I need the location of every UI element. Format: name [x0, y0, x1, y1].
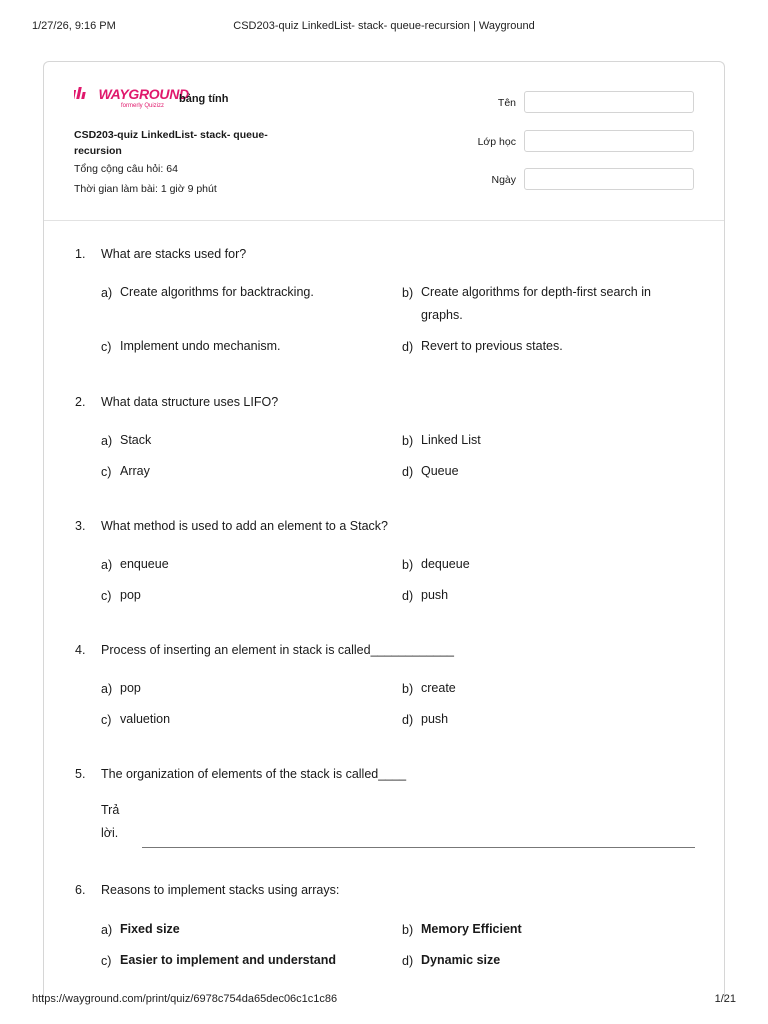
question-number: 3. [75, 519, 86, 533]
question-number: 6. [75, 883, 86, 897]
brand-name: WAYGROUND [98, 86, 189, 102]
date-label: Ngày [491, 174, 516, 186]
print-header [0, 0, 768, 44]
name-label: Tên [497, 97, 516, 109]
option-text: push [421, 712, 449, 726]
option-text: Create algorithms for depth-first search in graphs. [421, 285, 651, 322]
option-letter: d) [402, 465, 414, 479]
option-text: Queue [421, 464, 459, 478]
option-text: Implement undo mechanism. [120, 339, 281, 353]
option-letter: c) [101, 465, 112, 479]
quiz-title: CSD203-quiz LinkedList- stack- queue-recursion [74, 129, 268, 157]
option-text: Memory Efficient [421, 922, 522, 936]
worksheet-label: bảng tính [179, 93, 229, 105]
option-text: valuetion [120, 712, 171, 726]
option-letter: a) [101, 682, 113, 696]
class-label: Lớp học [477, 136, 516, 148]
option-letter: c) [101, 340, 112, 354]
option-letter: c) [101, 589, 112, 603]
option-text: Fixed size [120, 922, 180, 936]
option-letter: a) [101, 558, 113, 572]
option-text: enqueue [120, 557, 169, 571]
option-text: Easier to implement and understand [120, 953, 337, 967]
option-text: Revert to previous states. [421, 339, 563, 353]
option-text: create [421, 681, 456, 695]
worksheet-header [44, 62, 724, 221]
option-text: Dynamic size [421, 953, 501, 967]
question-text: What data structure uses LIFO? [101, 395, 279, 409]
print-page-title: CSD203-quiz LinkedList- stack- queue-recursion | Wayground [233, 20, 535, 32]
answer-label: Trả lời. [101, 803, 120, 840]
option-letter: b) [402, 434, 414, 448]
date-field[interactable] [524, 168, 694, 190]
question-number: 1. [75, 247, 86, 261]
question-number: 4. [75, 643, 86, 657]
name-field[interactable] [524, 91, 694, 113]
option-letter: b) [402, 923, 414, 937]
print-datetime: 1/27/26, 9:16 PM [32, 20, 116, 32]
option-letter: a) [101, 286, 113, 300]
option-letter: b) [402, 286, 414, 300]
option-text: Array [120, 464, 150, 478]
option-letter: b) [402, 682, 414, 696]
question-text: Reasons to implement stacks using arrays: [101, 883, 340, 897]
question-text: The organization of elements of the stack is called____ [101, 767, 407, 781]
worksheet-card [43, 61, 725, 1001]
option-letter: c) [101, 954, 112, 968]
option-letter: d) [402, 713, 414, 727]
option-letter: c) [101, 713, 112, 727]
total-questions: Tổng cộng câu hỏi: 64 [74, 163, 178, 175]
option-text: Linked List [421, 433, 481, 447]
option-text: pop [120, 681, 141, 695]
wayground-logo [74, 86, 189, 109]
option-text: pop [120, 588, 141, 602]
option-text: Create algorithms for backtracking. [120, 285, 314, 299]
option-text: push [421, 588, 449, 602]
print-url: https://wayground.com/print/quiz/6978c754da65dec06c1c1c86 [32, 993, 338, 1005]
question-text: What are stacks used for? [101, 247, 247, 261]
question-number: 5. [75, 767, 86, 781]
option-letter: d) [402, 340, 414, 354]
wayground-logo-icon [74, 86, 92, 105]
answer-line[interactable] [142, 847, 695, 848]
question-number: 2. [75, 395, 86, 409]
option-text: dequeue [421, 557, 470, 571]
option-letter: b) [402, 558, 414, 572]
option-letter: a) [101, 434, 113, 448]
class-field[interactable] [524, 130, 694, 152]
option-letter: d) [402, 954, 414, 968]
option-letter: d) [402, 589, 414, 603]
duration: Thời gian làm bài: 1 giờ 9 phút [74, 183, 217, 195]
page-number: 1/21 [714, 993, 736, 1005]
brand-subtitle: formerly Quizizz [121, 103, 165, 109]
option-text: Stack [120, 433, 152, 447]
option-letter: a) [101, 923, 113, 937]
question-text: What method is used to add an element to a Stack? [101, 519, 388, 533]
question-text: Process of inserting an element in stack is called____________ [101, 643, 454, 657]
